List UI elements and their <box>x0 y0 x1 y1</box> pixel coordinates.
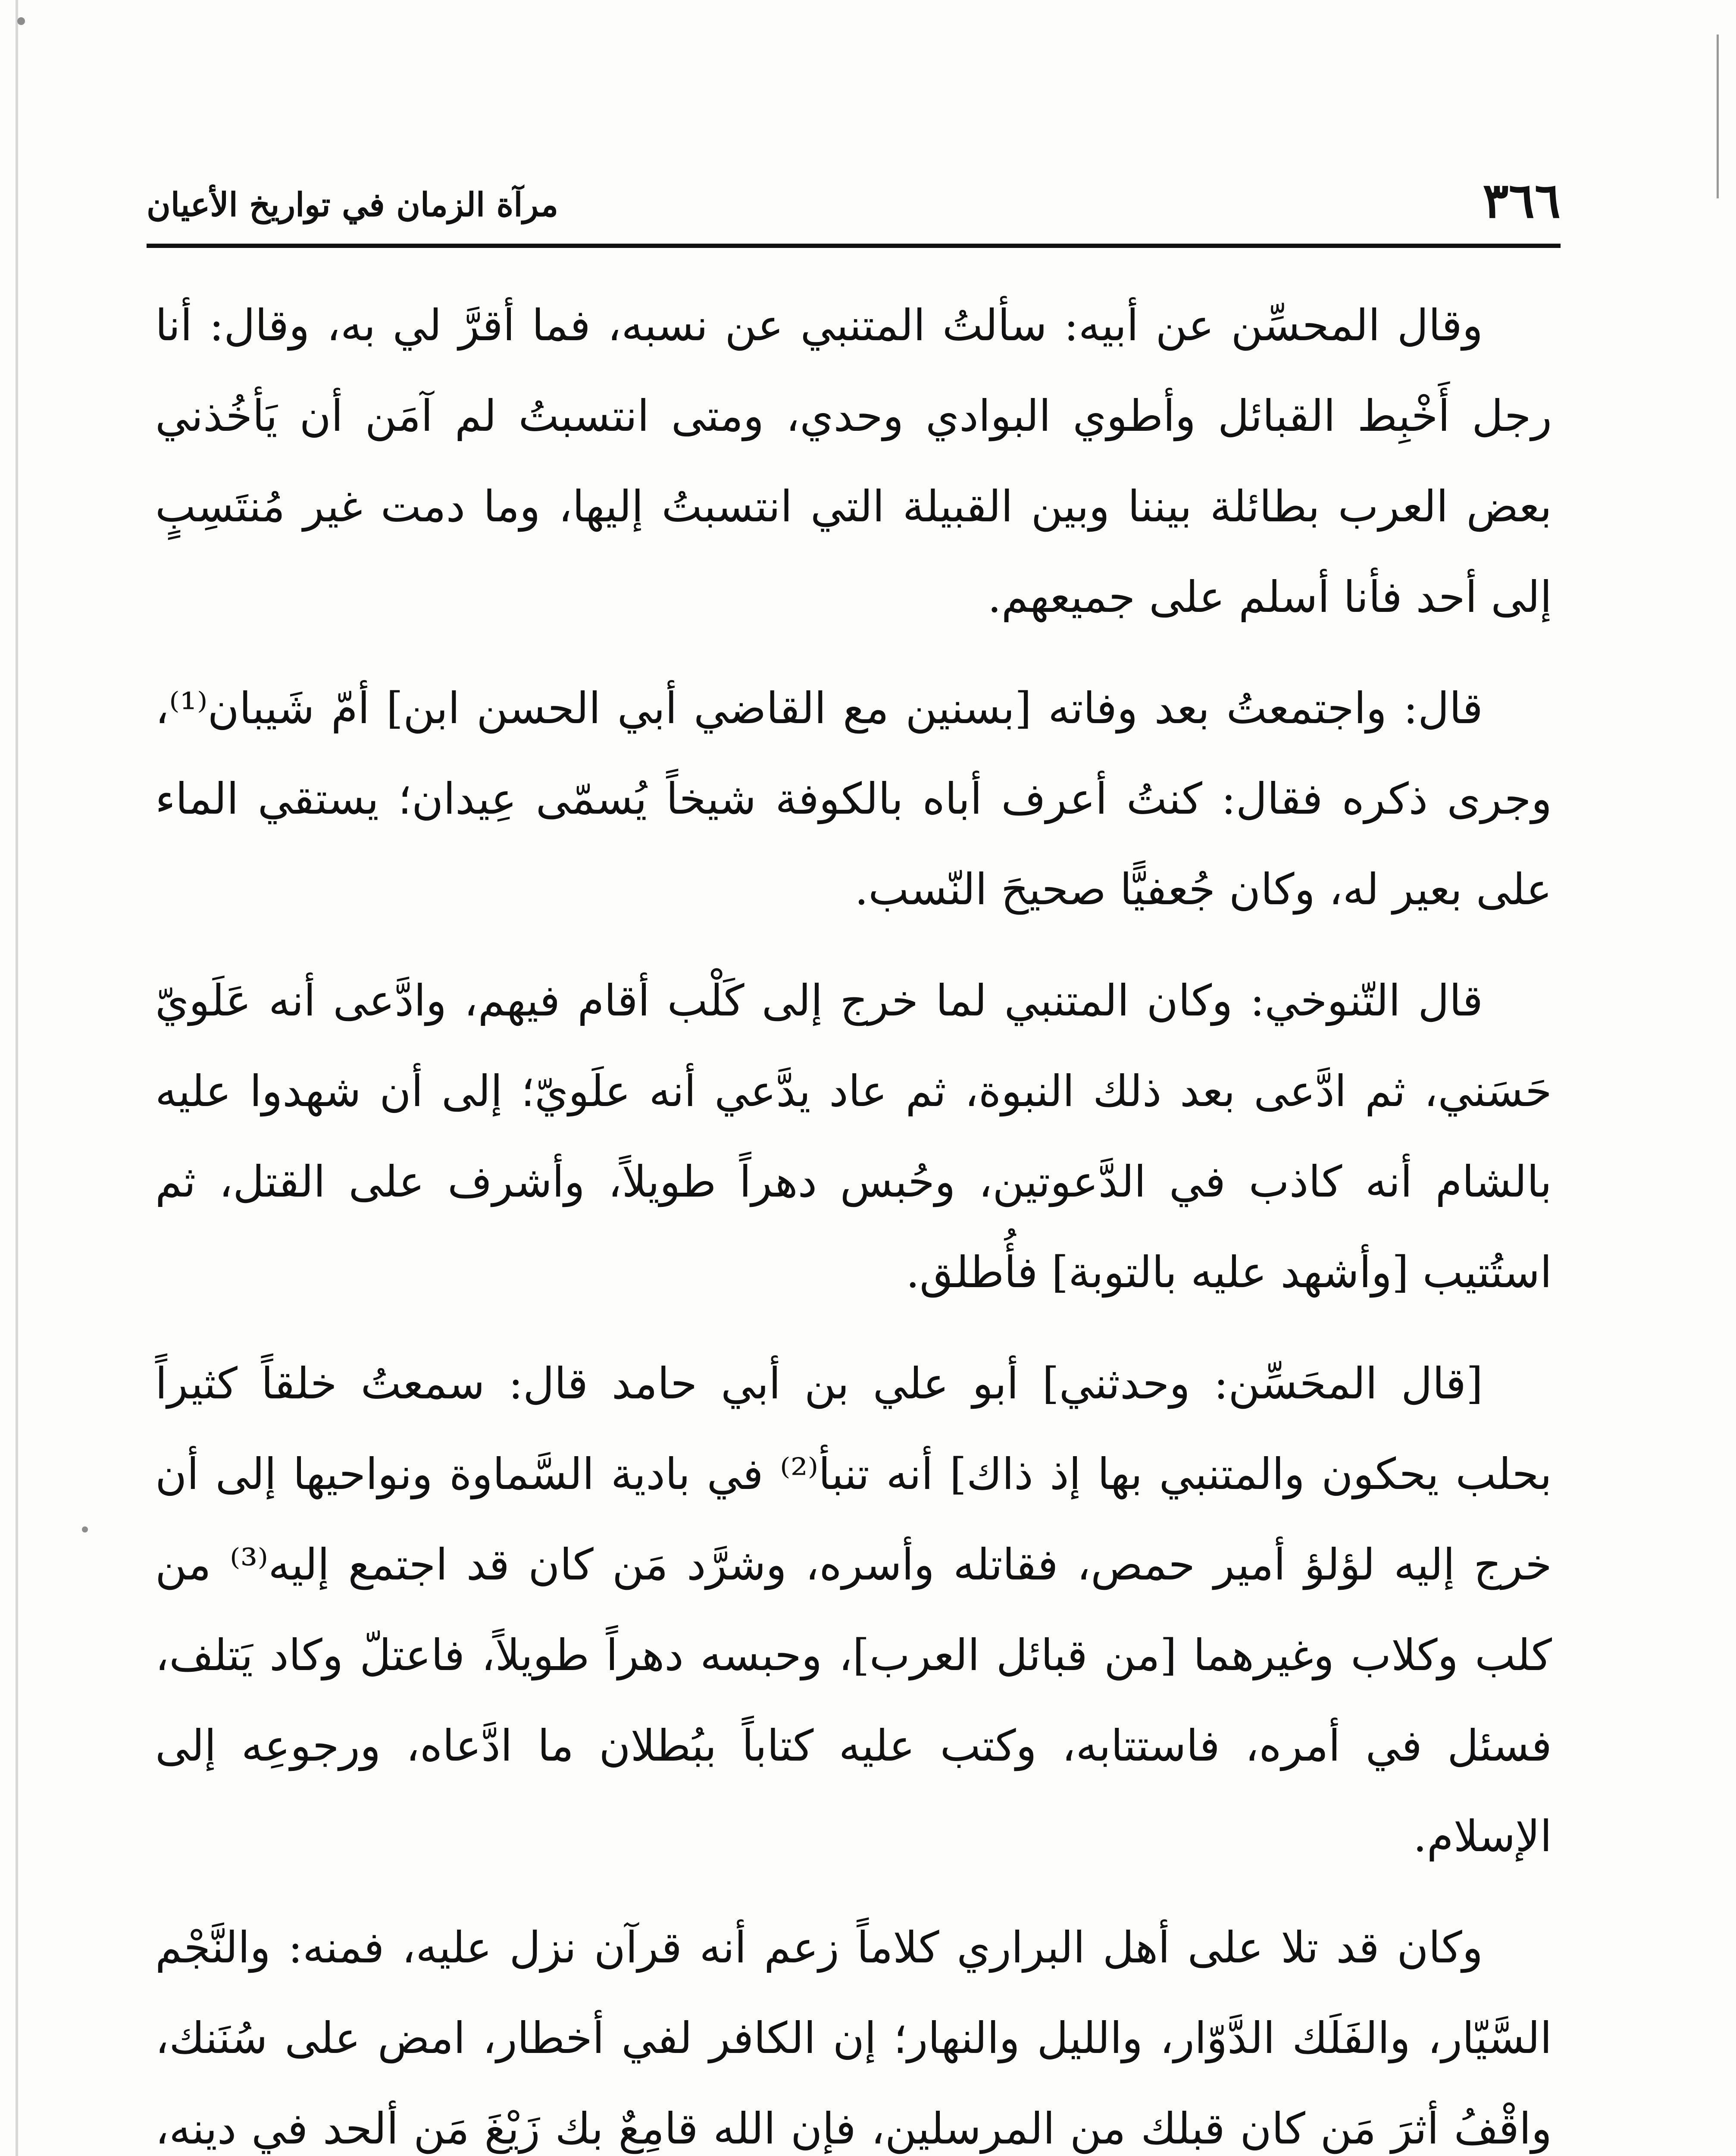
scan-left-edge <box>16 0 18 2156</box>
paragraph: وكان قد تلا على أهل البراري كلاماً زعم أنه قرآن نزل عليه، فمنه: والنَّجْم السَّيّار، والفَلَك الدَّوّار، والليل والنهار؛ إن الكافر لفي أخطار، امض على سُنَنك، واقْفُ أثرَ مَن كان قبلك من المرسلين، فإن الله قامِعٌ بك زَيْغَ مَن ألحد في دينه، <box>155 1922 1552 2154</box>
page-header <box>147 168 1561 241</box>
scan-speck <box>17 17 25 25</box>
header-rule <box>147 244 1561 248</box>
paragraph: قال: واجتمعتُ بعد وفاته [بسنين مع القاضي أبي الحسن ابن] أمّ شَيبان⁽¹⁾، وجرى ذكره فقال: كنتُ أعرف أباه بالكوفة شيخاً يُسمّى عِيدان؛ يستقي الماء على بعير له، وكان جُعفيًّا صحيحَ النّسب. <box>155 683 1552 915</box>
paragraph: وقال المحسِّن عن أبيه: سألتُ المتنبي عن نسبه، فما أقرَّ لي به، وقال: أنا رجل أَخْبِط القبائل وأطوي البوادي وحدي، ومتى انتسبتُ لم آمَن أن يَأخُذني بعض العرب بطائلة بيننا وبين القبيلة التي انتسبتُ إليها، وما دمت غير مُنتَسِبٍ إلى أحد فأنا أسلم على جميعهم. <box>155 300 1552 622</box>
paragraph: [قال المحَسِّن: وحدثني] أبو علي بن أبي حامد قال: سمعتُ خلقاً كثيراً بحلب يحكون والمتنبي بها إذ ذاك] أنه تنبأ⁽²⁾ في بادية السَّماوة ونواحيها إلى أن خرج إليه لؤلؤ أمير حمص، فقاتله وأسره، وشرَّد مَن كان قد اجتمع إليه⁽³⁾ من كلب وكلاب وغيرهما [من قبائل العرب]، وحبسه دهراً طويلاً، فاعتلّ وكاد يَتلف، فسئل في أمره، فاستتابه، وكتب عليه كتاباً ببُطلان ما ادَّعاه، ورجوعِه إلى الإسلام. <box>155 1358 1552 1861</box>
main-text <box>155 280 1552 2156</box>
scan-right-edge <box>1717 34 1719 198</box>
scan-speck <box>82 1526 88 1532</box>
page-number: ٣٦٦ <box>1483 172 1561 229</box>
paragraph: قال التّنوخي: وكان المتنبي لما خرج إلى كَلْب أقام فيهم، وادَّعى أنه عَلَويّ حَسَني، ثم ادَّعى بعد ذلك النبوة، ثم عاد يدَّعي أنه علَويّ؛ إلى أن شهدوا عليه بالشام أنه كاذب في الدَّعوتين، وحُبس دهراً طويلاً، وأشرف على القتل، ثم استُتيب [وأشهد عليه بالتوبة] فأُطلق. <box>155 975 1552 1297</box>
running-title: مرآة الزمان في تواريخ الأعيان <box>147 185 559 224</box>
